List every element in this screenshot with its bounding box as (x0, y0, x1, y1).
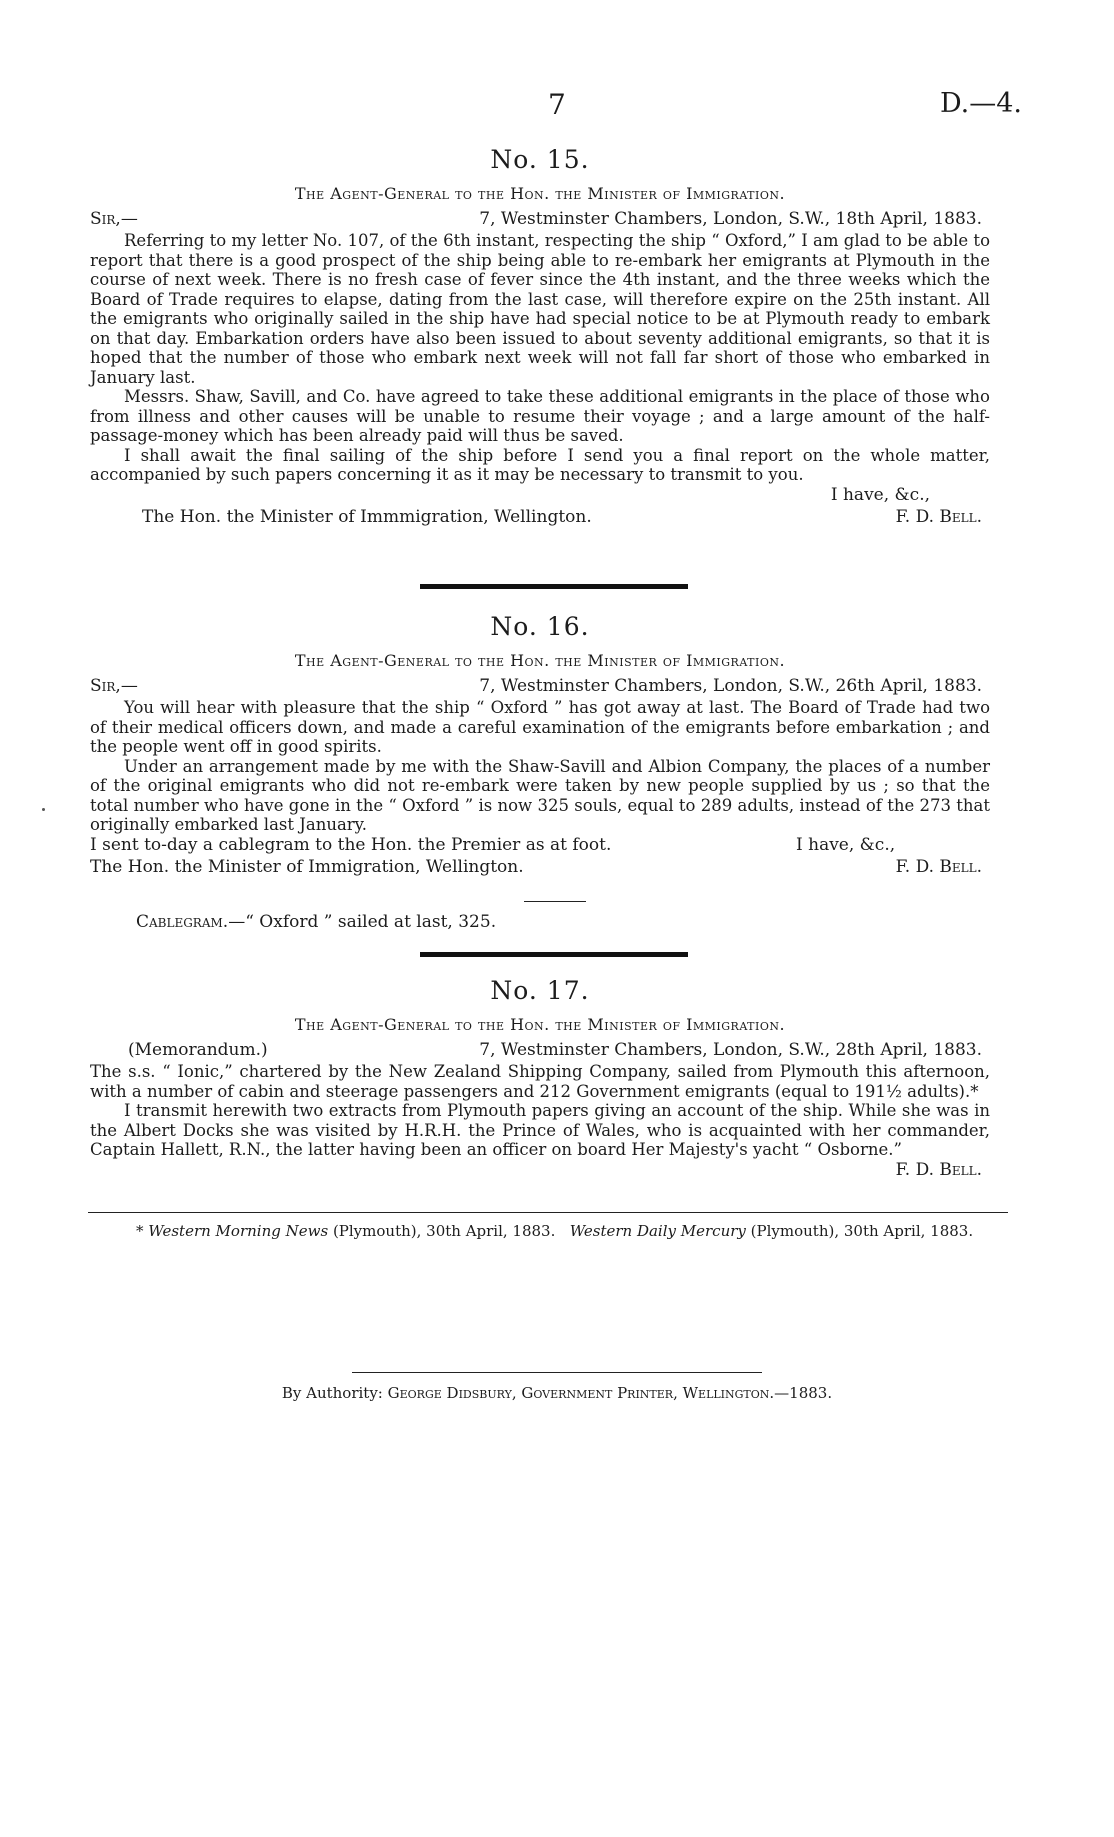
letter-15-address: 7, Westminster Chambers, London, S.W., 18th April, 1883. (479, 209, 982, 229)
imprint-prefix: By Authority: (281, 1384, 383, 1402)
section-divider-2 (420, 952, 688, 957)
letter-16-number: No. 16. (490, 612, 590, 641)
cablegram (136, 912, 496, 932)
letter-16-address: 7, Westminster Chambers, London, S.W., 26th April, 1883. (479, 676, 982, 696)
letter-17-signature: F. D. Bell. (895, 1159, 982, 1180)
imprint-text: George Didsbury, Government Printer, Wellington.—1883. (387, 1384, 833, 1402)
letter-16-paragraph-2: Under an arrangement made by me with the Shaw-Savill and Albion Company, the places of a number of the original emigrants who did not re-embark were taken by new people supplied by us ; so that the total number who have gone in the “ Oxford ” is now 325 souls, equal to 289 adults, instead of the 273 that originally embarked last January. (90, 756, 990, 834)
letter-16-dateline (90, 676, 990, 698)
letter-15-paragraph-3: I shall await the final sailing of the ship before I send you a final report on the whole matter, accompanied by such papers concerning it as it may be necessary to transmit to you. (90, 445, 990, 484)
letter-17-number: No. 17. (490, 976, 590, 1005)
letter-16-closing: I have, &c., (796, 834, 896, 855)
footnote-text-1: (Plymouth), 30th April, 1883. (332, 1222, 556, 1240)
section-divider (420, 584, 688, 589)
footnote-text-2: (Plymouth), 30th April, 1883. (750, 1222, 974, 1240)
letter-15-sign-row (90, 507, 990, 529)
letter-16-sign-row (90, 857, 990, 879)
letter-17-dateline (90, 1040, 990, 1062)
cablegram-rule (524, 901, 586, 902)
footnote-rule (88, 1212, 1008, 1213)
cablegram-label: Cablegram. (136, 912, 229, 932)
letter-15-signature: F. D. Bell. (895, 506, 982, 527)
letter-17-title: The Agent-General to the Hon. the Minister of Immigration. (294, 1015, 786, 1034)
footnote-mark: * (136, 1222, 144, 1240)
imprint-rule (352, 1372, 762, 1373)
letter-16-cable-row (90, 835, 990, 857)
letter-17-paragraph-2: I transmit herewith two extracts from Plymouth papers giving an account of the ship. While she was in the Albert Docks she was visited by H.R.H. the Prince of Wales, who is acquainted with her commander, Captain Hallett, R.N., the latter having been an officer on board Her Majesty's yacht “ Osborne.” (90, 1101, 990, 1159)
letter-17 (90, 976, 990, 1182)
letter-16-salutation: Sir,— (90, 676, 138, 696)
letter-17-memo: (Memorandum.) (128, 1040, 268, 1060)
footnote-paper-1: Western Morning News (148, 1222, 329, 1240)
letter-16 (90, 612, 990, 879)
letter-16-title: The Agent-General to the Hon. the Minister of Immigration. (294, 651, 786, 670)
letter-16-signature: F. D. Bell. (895, 856, 982, 877)
letter-15-paragraph-2: Messrs. Shaw, Savill, and Co. have agreed to take these additional emigrants in the place of those who from illness and other causes will be unable to resume their voyage ; and a large amount of the half-passage-money which has been already paid will thus be saved. (90, 387, 990, 445)
letter-15 (90, 145, 990, 529)
letter-17-sign-row (90, 1160, 990, 1182)
letter-15-number: No. 15. (490, 145, 590, 174)
letter-15-title: The Agent-General to the Hon. the Minister of Immigration. (294, 184, 786, 203)
footnote (136, 1222, 973, 1240)
letter-15-closing: I have, &c., (830, 484, 930, 505)
margin-speck (42, 808, 45, 811)
page-number: 7 (548, 88, 566, 121)
letter-16-addressee: The Hon. the Minister of Immigration, Wellington. (90, 856, 524, 877)
letter-16-cable-line: I sent to-day a cablegram to the Hon. the Premier as at foot. (90, 834, 612, 855)
document-reference: D.—4. (939, 88, 1022, 119)
letter-15-addressee: The Hon. the Minister of Immmigration, Wellington. (142, 506, 592, 527)
printer-imprint (0, 1384, 1114, 1402)
letter-17-paragraph-1: The s.s. “ Ionic,” chartered by the New Zealand Shipping Company, sailed from Plymouth this afternoon, with a number of cabin and steerage passengers and 212 Government emigrants (equal to 191½ adults).* (90, 1062, 990, 1101)
letter-16-paragraph-1: You will hear with pleasure that the ship “ Oxford ” has got away at last. The Board of Trade had two of their medical officers down, and made a careful examination of the emigrants before embarkation ; and the people went off in good spirits. (90, 698, 990, 756)
letter-15-dateline (90, 209, 990, 231)
letter-15-salutation: Sir,— (90, 209, 138, 229)
letter-15-closing-row (90, 485, 990, 507)
letter-15-paragraph-1: Referring to my letter No. 107, of the 6th instant, respecting the ship “ Oxford,” I am glad to be able to report that there is a good prospect of the ship being able to re-embark her emigrants at Plymouth in the course of next week. There is no fresh case of fever since the 4th instant, and the three weeks which the Board of Trade requires to elapse, dating from the last case, will therefore expire on the 25th instant. All the emigrants who originally sailed in the ship have had special notice to be at Plymouth ready to embark on that day. Embarkation orders have also been issued to about seventy additional emigrants, so that it is hoped that the number of those who embark next week will not fall far short of those who embarked in January last. (90, 231, 990, 387)
letter-17-address: 7, Westminster Chambers, London, S.W., 28th April, 1883. (479, 1040, 982, 1060)
cablegram-text: —“ Oxford ” sailed at last, 325. (228, 912, 497, 932)
footnote-paper-2: Western Daily Mercury (569, 1222, 746, 1240)
